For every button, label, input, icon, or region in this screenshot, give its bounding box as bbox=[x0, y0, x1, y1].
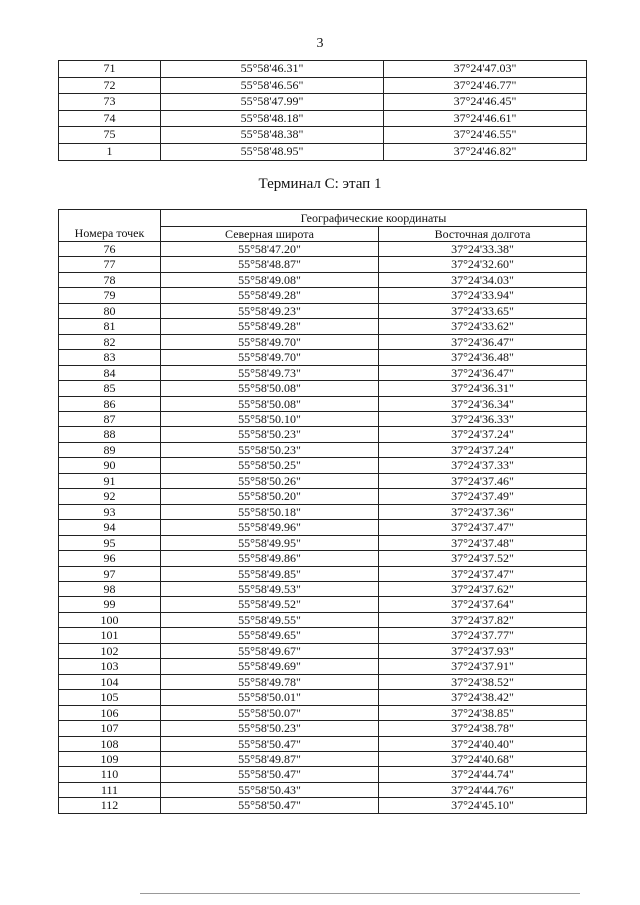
latitude-cell: 55°58'50.20" bbox=[161, 489, 379, 504]
longitude-cell: 37°24'33.65" bbox=[379, 303, 587, 318]
latitude-cell: 55°58'48.38" bbox=[161, 127, 384, 144]
point-number-cell: 80 bbox=[59, 303, 161, 318]
longitude-cell: 37°24'37.52" bbox=[379, 551, 587, 566]
longitude-cell: 37°24'36.47" bbox=[379, 334, 587, 349]
table-row bbox=[59, 504, 587, 519]
table-row bbox=[59, 782, 587, 797]
latitude-cell: 55°58'49.73" bbox=[161, 365, 379, 380]
longitude-cell: 37°24'37.48" bbox=[379, 535, 587, 550]
table-row bbox=[59, 612, 587, 627]
longitude-cell: 37°24'37.24" bbox=[379, 442, 587, 457]
latitude-cell: 55°58'50.23" bbox=[161, 427, 379, 442]
table-row bbox=[59, 442, 587, 457]
latitude-cell: 55°58'49.87" bbox=[161, 751, 379, 766]
point-number-cell: 95 bbox=[59, 535, 161, 550]
latitude-cell: 55°58'49.08" bbox=[161, 272, 379, 287]
longitude-cell: 37°24'44.74" bbox=[379, 767, 587, 782]
table-row bbox=[59, 396, 587, 411]
point-number-cell: 73 bbox=[59, 94, 161, 111]
footer-divider bbox=[140, 893, 580, 894]
point-number-cell: 76 bbox=[59, 242, 161, 257]
table-row bbox=[59, 628, 587, 643]
table-row bbox=[59, 303, 587, 318]
table-row bbox=[59, 690, 587, 705]
latitude-cell: 55°58'50.43" bbox=[161, 782, 379, 797]
point-number-cell: 93 bbox=[59, 504, 161, 519]
point-number-cell: 103 bbox=[59, 659, 161, 674]
table-row bbox=[59, 319, 587, 334]
point-number-cell: 110 bbox=[59, 767, 161, 782]
table-row bbox=[59, 381, 587, 396]
latitude-cell: 55°58'49.53" bbox=[161, 581, 379, 596]
table-row bbox=[59, 597, 587, 612]
table-row bbox=[59, 643, 587, 658]
longitude-cell: 37°24'37.91" bbox=[379, 659, 587, 674]
latitude-cell: 55°58'49.67" bbox=[161, 643, 379, 658]
longitude-cell: 37°24'36.48" bbox=[379, 350, 587, 365]
point-number-cell: 100 bbox=[59, 612, 161, 627]
longitude-cell: 37°24'37.36" bbox=[379, 504, 587, 519]
point-number-cell: 90 bbox=[59, 458, 161, 473]
page-number: 3 bbox=[316, 36, 324, 51]
table-row bbox=[59, 257, 587, 272]
table-row bbox=[59, 798, 587, 813]
longitude-cell: 37°24'37.47" bbox=[379, 520, 587, 535]
latitude-cell: 55°58'47.99" bbox=[161, 94, 384, 111]
latitude-cell: 55°58'50.08" bbox=[161, 381, 379, 396]
table-row bbox=[59, 61, 587, 78]
latitude-cell: 55°58'46.31" bbox=[161, 61, 384, 78]
coordinates-table-body bbox=[59, 242, 587, 814]
latitude-cell: 55°58'49.69" bbox=[161, 659, 379, 674]
longitude-cell: 37°24'47.03" bbox=[384, 61, 587, 78]
longitude-cell: 37°24'38.52" bbox=[379, 674, 587, 689]
point-number-cell: 102 bbox=[59, 643, 161, 658]
coordinates-table-continued bbox=[58, 60, 587, 161]
point-number-cell: 88 bbox=[59, 427, 161, 442]
point-number-cell: 107 bbox=[59, 721, 161, 736]
point-number-cell: 83 bbox=[59, 350, 161, 365]
table-row bbox=[59, 566, 587, 581]
point-number-cell: 92 bbox=[59, 489, 161, 504]
table-row bbox=[59, 767, 587, 782]
latitude-cell: 55°58'49.52" bbox=[161, 597, 379, 612]
longitude-cell: 37°24'40.40" bbox=[379, 736, 587, 751]
point-number-cell: 112 bbox=[59, 798, 161, 813]
table-row bbox=[59, 334, 587, 349]
longitude-cell: 37°24'38.42" bbox=[379, 690, 587, 705]
point-number-cell: 82 bbox=[59, 334, 161, 349]
latitude-cell: 55°58'49.95" bbox=[161, 535, 379, 550]
table-row bbox=[59, 288, 587, 303]
table-row bbox=[59, 272, 587, 287]
longitude-cell: 37°24'46.77" bbox=[384, 77, 587, 94]
longitude-cell: 37°24'37.93" bbox=[379, 643, 587, 658]
latitude-cell: 55°58'49.65" bbox=[161, 628, 379, 643]
table-row bbox=[59, 242, 587, 257]
table-row bbox=[59, 520, 587, 535]
longitude-cell: 37°24'46.55" bbox=[384, 127, 587, 144]
point-number-cell: 72 bbox=[59, 77, 161, 94]
table-row bbox=[59, 674, 587, 689]
table-row bbox=[59, 705, 587, 720]
latitude-cell: 55°58'49.78" bbox=[161, 674, 379, 689]
longitude-cell: 37°24'37.24" bbox=[379, 427, 587, 442]
longitude-cell: 37°24'37.49" bbox=[379, 489, 587, 504]
table-row bbox=[59, 427, 587, 442]
table-row bbox=[59, 721, 587, 736]
point-number-cell: 98 bbox=[59, 581, 161, 596]
latitude-cell: 55°58'50.18" bbox=[161, 504, 379, 519]
table-row bbox=[59, 489, 587, 504]
latitude-cell: 55°58'50.47" bbox=[161, 736, 379, 751]
latitude-cell: 55°58'49.23" bbox=[161, 303, 379, 318]
table-row bbox=[59, 473, 587, 488]
longitude-cell: 37°24'37.62" bbox=[379, 581, 587, 596]
longitude-cell: 37°24'36.31" bbox=[379, 381, 587, 396]
point-number-cell: 91 bbox=[59, 473, 161, 488]
longitude-cell: 37°24'36.34" bbox=[379, 396, 587, 411]
latitude-cell: 55°58'46.56" bbox=[161, 77, 384, 94]
latitude-cell: 55°58'49.96" bbox=[161, 520, 379, 535]
latitude-cell: 55°58'48.95" bbox=[161, 143, 384, 160]
point-number-cell: 97 bbox=[59, 566, 161, 581]
longitude-cell: 37°24'33.62" bbox=[379, 319, 587, 334]
longitude-cell: 37°24'34.03" bbox=[379, 272, 587, 287]
column-header-longitude: Восточная долгота bbox=[379, 227, 587, 242]
latitude-cell: 55°58'50.10" bbox=[161, 411, 379, 426]
point-number-cell: 81 bbox=[59, 319, 161, 334]
point-number-cell: 111 bbox=[59, 782, 161, 797]
longitude-cell: 37°24'45.10" bbox=[379, 798, 587, 813]
latitude-cell: 55°58'49.28" bbox=[161, 288, 379, 303]
latitude-cell: 55°58'50.25" bbox=[161, 458, 379, 473]
table-row bbox=[59, 581, 587, 596]
latitude-cell: 55°58'50.01" bbox=[161, 690, 379, 705]
longitude-cell: 37°24'37.47" bbox=[379, 566, 587, 581]
point-number-cell: 89 bbox=[59, 442, 161, 457]
table-row bbox=[59, 365, 587, 380]
point-number-cell: 94 bbox=[59, 520, 161, 535]
latitude-cell: 55°58'50.47" bbox=[161, 798, 379, 813]
coordinates-table bbox=[58, 209, 587, 814]
latitude-cell: 55°58'50.23" bbox=[161, 442, 379, 457]
latitude-cell: 55°58'50.47" bbox=[161, 767, 379, 782]
point-number-cell: 71 bbox=[59, 61, 161, 78]
point-number-cell: 79 bbox=[59, 288, 161, 303]
latitude-cell: 55°58'48.18" bbox=[161, 110, 384, 127]
point-number-cell: 84 bbox=[59, 365, 161, 380]
point-number-cell: 86 bbox=[59, 396, 161, 411]
table-row bbox=[59, 77, 587, 94]
column-header-latitude: Северная широта bbox=[161, 227, 379, 242]
longitude-cell: 37°24'37.33" bbox=[379, 458, 587, 473]
latitude-cell: 55°58'49.70" bbox=[161, 350, 379, 365]
table-row bbox=[59, 659, 587, 674]
table-row bbox=[59, 551, 587, 566]
latitude-cell: 55°58'49.28" bbox=[161, 319, 379, 334]
longitude-cell: 37°24'44.76" bbox=[379, 782, 587, 797]
point-number-cell: 99 bbox=[59, 597, 161, 612]
table-row bbox=[59, 127, 587, 144]
point-number-cell: 85 bbox=[59, 381, 161, 396]
point-number-cell: 77 bbox=[59, 257, 161, 272]
latitude-cell: 55°58'49.85" bbox=[161, 566, 379, 581]
point-number-cell: 87 bbox=[59, 411, 161, 426]
longitude-cell: 37°24'36.47" bbox=[379, 365, 587, 380]
longitude-cell: 37°24'33.94" bbox=[379, 288, 587, 303]
longitude-cell: 37°24'36.33" bbox=[379, 411, 587, 426]
column-group-header-coordinates: Географические координаты bbox=[161, 210, 587, 227]
longitude-cell: 37°24'37.82" bbox=[379, 612, 587, 627]
latitude-cell: 55°58'50.23" bbox=[161, 721, 379, 736]
column-header-points: Номера точек bbox=[59, 210, 161, 242]
table-row bbox=[59, 411, 587, 426]
point-number-cell: 96 bbox=[59, 551, 161, 566]
longitude-cell: 37°24'46.82" bbox=[384, 143, 587, 160]
section-title: Терминал С: этап 1 bbox=[258, 176, 382, 192]
point-number-cell: 1 bbox=[59, 143, 161, 160]
point-number-cell: 78 bbox=[59, 272, 161, 287]
table-row bbox=[59, 94, 587, 111]
longitude-cell: 37°24'46.45" bbox=[384, 94, 587, 111]
latitude-cell: 55°58'48.87" bbox=[161, 257, 379, 272]
longitude-cell: 37°24'32.60" bbox=[379, 257, 587, 272]
table-row bbox=[59, 751, 587, 766]
longitude-cell: 37°24'38.85" bbox=[379, 705, 587, 720]
latitude-cell: 55°58'50.26" bbox=[161, 473, 379, 488]
longitude-cell: 37°24'37.64" bbox=[379, 597, 587, 612]
longitude-cell: 37°24'37.77" bbox=[379, 628, 587, 643]
longitude-cell: 37°24'46.61" bbox=[384, 110, 587, 127]
latitude-cell: 55°58'49.70" bbox=[161, 334, 379, 349]
point-number-cell: 101 bbox=[59, 628, 161, 643]
table-row bbox=[59, 110, 587, 127]
point-number-cell: 106 bbox=[59, 705, 161, 720]
longitude-cell: 37°24'37.46" bbox=[379, 473, 587, 488]
latitude-cell: 55°58'47.20" bbox=[161, 242, 379, 257]
longitude-cell: 37°24'33.38" bbox=[379, 242, 587, 257]
point-number-cell: 75 bbox=[59, 127, 161, 144]
latitude-cell: 55°58'50.08" bbox=[161, 396, 379, 411]
latitude-cell: 55°58'49.86" bbox=[161, 551, 379, 566]
point-number-cell: 108 bbox=[59, 736, 161, 751]
table-row bbox=[59, 350, 587, 365]
point-number-cell: 104 bbox=[59, 674, 161, 689]
table-row bbox=[59, 143, 587, 160]
point-number-cell: 74 bbox=[59, 110, 161, 127]
latitude-cell: 55°58'49.55" bbox=[161, 612, 379, 627]
point-number-cell: 109 bbox=[59, 751, 161, 766]
longitude-cell: 37°24'40.68" bbox=[379, 751, 587, 766]
point-number-cell: 105 bbox=[59, 690, 161, 705]
latitude-cell: 55°58'50.07" bbox=[161, 705, 379, 720]
table-row bbox=[59, 458, 587, 473]
table-row bbox=[59, 535, 587, 550]
table-row bbox=[59, 736, 587, 751]
longitude-cell: 37°24'38.78" bbox=[379, 721, 587, 736]
coordinates-table-continued-body bbox=[59, 61, 587, 161]
